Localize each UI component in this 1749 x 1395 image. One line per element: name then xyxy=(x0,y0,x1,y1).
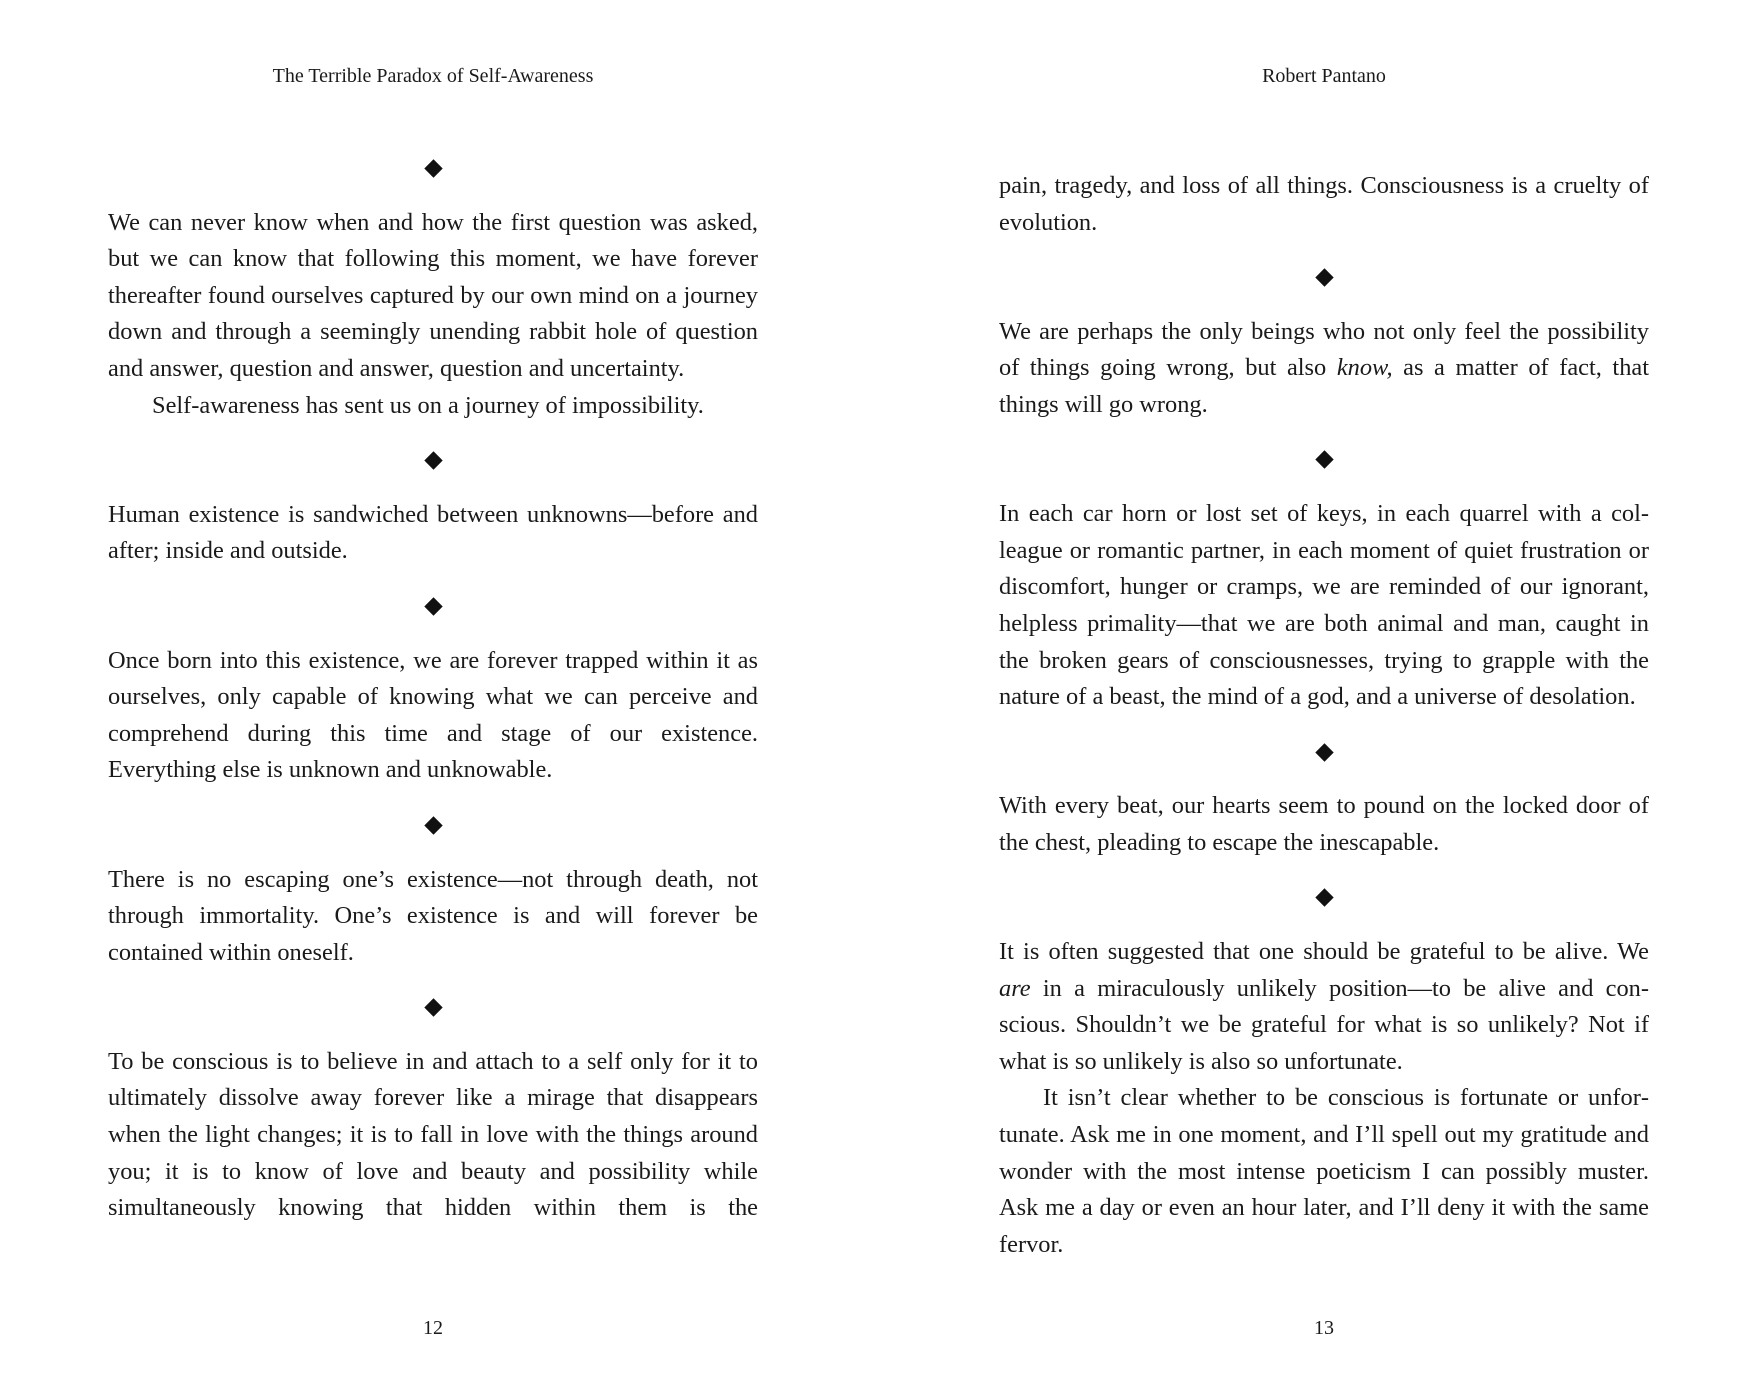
paragraph: To be conscious is to believe in and attach to a self only for it to ultimately dissolve away forever like a mirage that disappears when the light changes; it is to fall in love with the things around you; it is to know of love and beauty and possibility while simultaneously knowing that hidden within them is the xyxy=(108,1047,758,1222)
right-page-body xyxy=(999,168,1649,1263)
left-page-body xyxy=(108,150,758,1227)
paragraph: There is no escaping one’s existence—not through death, not through immortality. One’s existence is and will forever be contained within oneself. xyxy=(108,865,758,966)
emphasis-text: know, xyxy=(1336,354,1393,382)
left-page xyxy=(108,0,758,1395)
right-running-head: Robert Pantano xyxy=(1262,65,1386,87)
diamond-icon xyxy=(424,998,442,1016)
paragraph xyxy=(999,314,1649,424)
diamond-icon xyxy=(424,159,442,177)
diamond-icon xyxy=(424,597,442,615)
diamond-icon xyxy=(424,451,442,469)
paragraph: Once born into this existence, we are forever trapped within it as ourselves, only capable of knowing what we can perceive and comprehend during this time and stage of our existence. Everything else is unknown and unknowable. xyxy=(108,646,758,784)
paragraph: With every beat, our hearts seem to pound on the locked door of the chest, pleading to escape the inescapable. xyxy=(999,792,1649,856)
section-separator xyxy=(999,259,1649,296)
left-running-head: The Terrible Paradox of Self-Awareness xyxy=(272,65,594,87)
section-separator xyxy=(108,807,758,844)
paragraph-text: in a miraculously unlikely position—to be alive and conscious. Shouldn’t we be grateful for what is so unlikely? Not if what is so unlikely is also so unfortunate. xyxy=(999,974,1649,1075)
diamond-icon xyxy=(1315,889,1333,907)
paragraph-text: as a matter of fact, that things will go wrong. xyxy=(999,354,1649,418)
section-separator xyxy=(108,989,758,1026)
paragraph-text: It is often suggested that one should be grateful to be alive. We xyxy=(999,938,1649,966)
continued-paragraph: pain, tragedy, and loss of all things. Consciousness is a cruelty of evolution. xyxy=(999,172,1649,236)
paragraph: Human existence is sandwiched between unknowns—before and after; inside and outside. xyxy=(108,500,758,565)
paragraph: In each car horn or lost set of keys, in each quarrel with a colleague or romantic partner, in each moment of quiet frustration or discomfort, hunger or cramps, we are reminded of our ignorant, helpless primality—that we are both animal and man, caught in the broken gears of consciousnesses, trying to grapple with the nature of a beast, the mind of a god, and a universe of desolation. xyxy=(999,500,1649,711)
section-separator xyxy=(999,880,1649,917)
right-page xyxy=(999,0,1649,1395)
paragraph-text: We are perhaps the only beings who not only feel the possibility of things going wrong, but also xyxy=(999,317,1649,382)
paragraph: It isn’t clear whether to be conscious is fortunate or unfortunate. Ask me in one moment, and I’ll spell out my gratitude and wonder with the most intense poeticism I can possibly muster. Ask me a day or even an hour later, and I’ll deny it with the same fervor. xyxy=(999,1084,1649,1258)
paragraph: We can never know when and how the first question was asked, but we can know that following this moment, we have forever thereafter found ourselves captured by our own mind on a journey down and through a seemingly unending rabbit hole of question and answer, question and answer, question and uncertainty. xyxy=(108,208,758,382)
paragraph xyxy=(999,934,1649,1080)
emphasis-text: are xyxy=(999,974,1031,1002)
section-separator xyxy=(999,734,1649,771)
paragraph: Self-awareness has sent us on a journey of impossibility. xyxy=(152,391,704,419)
section-separator xyxy=(108,442,758,479)
diamond-icon xyxy=(1315,743,1333,761)
left-page-number: 12 xyxy=(423,1317,443,1339)
diamond-icon xyxy=(424,816,442,834)
section-separator xyxy=(108,588,758,625)
right-page-number: 13 xyxy=(1314,1317,1334,1339)
diamond-icon xyxy=(1315,451,1333,469)
diamond-icon xyxy=(1315,268,1333,286)
section-separator xyxy=(108,150,758,187)
section-separator xyxy=(999,442,1649,479)
